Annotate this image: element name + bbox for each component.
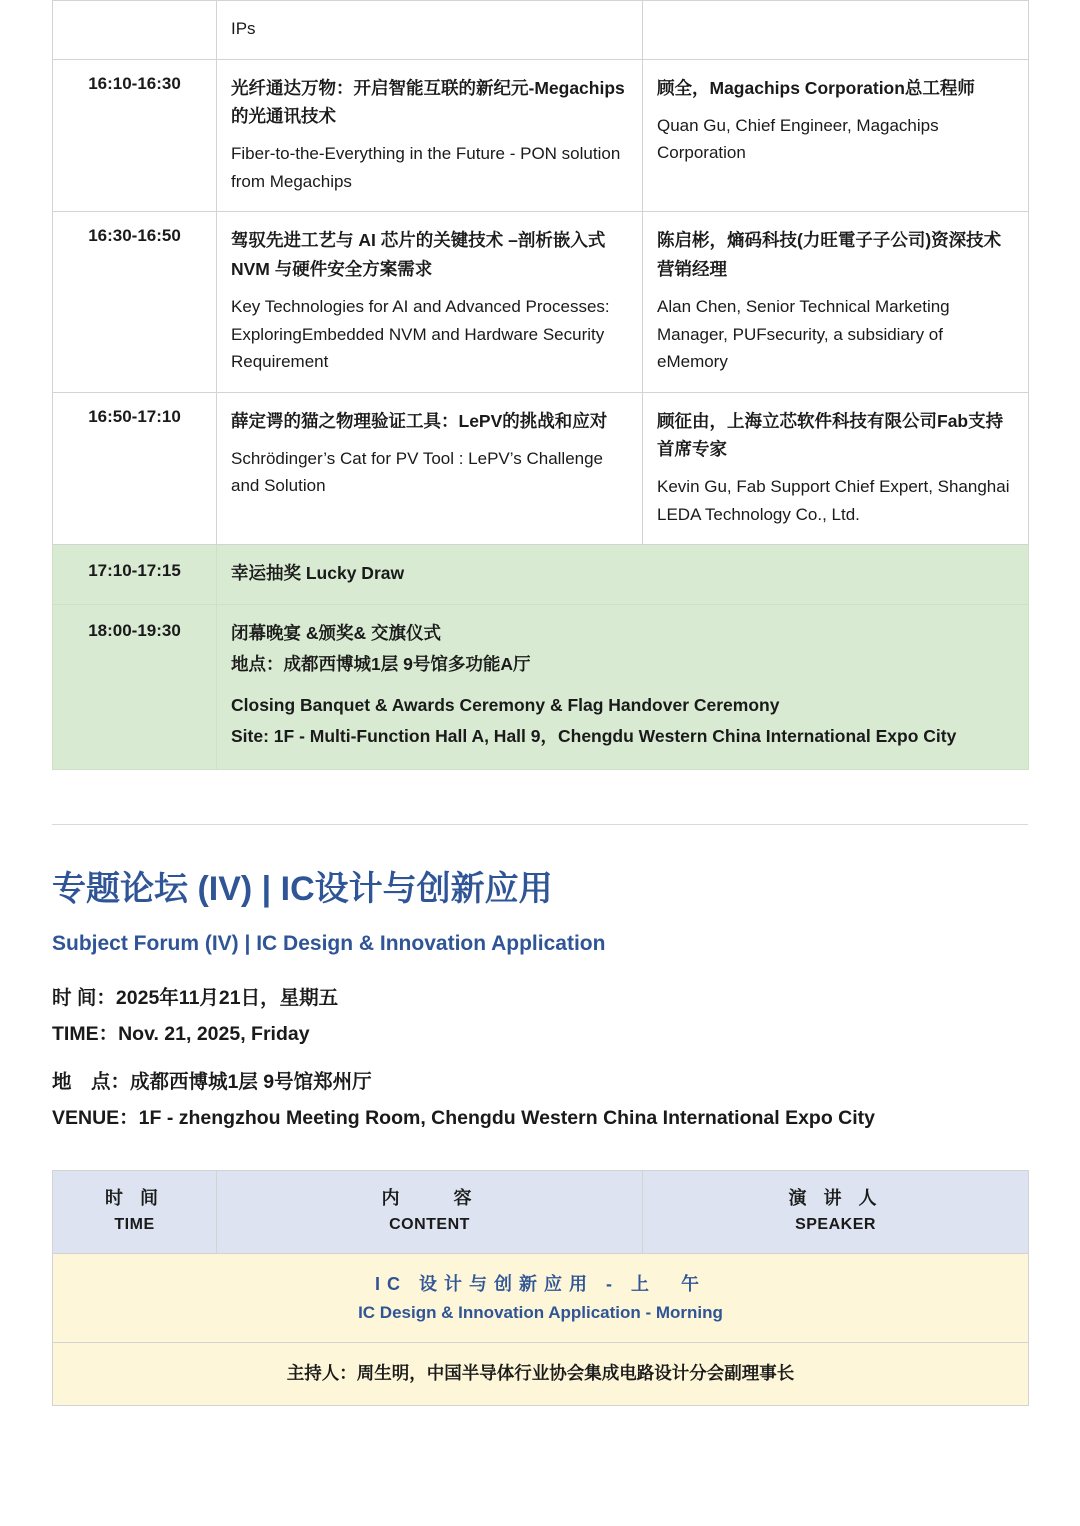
time-cell: 16:30-16:50 (53, 212, 217, 392)
time-cell: 16:50-17:10 (53, 392, 217, 545)
host-name-cn: 主持人：周生明，中国半导体行业协会集成电路设计分会副理事长 (286, 1362, 795, 1383)
header-time-en: TIME (114, 1215, 155, 1233)
lucky-draw-label: 幸运抽奖 Lucky Draw (231, 563, 405, 584)
table-row (53, 59, 1029, 212)
banquet-venue-cn: 地点：成都西博城1层 9号馆多功能A厅 (231, 654, 531, 675)
speaker-name-en: Quan Gu, Chief Engineer, Magachips Corporation (657, 115, 939, 163)
forum-venue-group (52, 1064, 1028, 1136)
section-title-en: IC Design & Innovation Application - Morning (358, 1302, 723, 1322)
time-cell: 18:00-19:30 (53, 605, 217, 770)
page-subtitle: Subject Forum (IV) | IC Design & Innovation Application (52, 932, 606, 956)
table-section-row (53, 1253, 1029, 1342)
speaker-cell (643, 1, 1029, 60)
speaker-cell (643, 212, 1029, 392)
agenda-table-continued (52, 0, 1029, 770)
content-cell (217, 1, 643, 60)
forum-time-cn: 时 间：2025年11月21日，星期五 (52, 986, 339, 1009)
table-row (53, 212, 1029, 392)
agenda-table-forum-iv (52, 1170, 1029, 1406)
host-cell (53, 1342, 1029, 1405)
forum-time-group (52, 980, 1028, 1052)
content-cell (217, 392, 643, 545)
speaker-name-cn: 顾全，Magachips Corporation总工程师 (657, 77, 975, 98)
banquet-title-cn: 闭幕晚宴 &颁奖& 交旗仪式 (231, 623, 441, 644)
header-cell-time (53, 1170, 217, 1253)
session-title-cn: 光纤通达万物：开启智能互联的新纪元-Megachips 的光通讯技术 (231, 77, 625, 126)
table-row-banquet (53, 605, 1029, 770)
content-cell (217, 545, 1029, 605)
forum-venue-en: VENUE：1F - zhengzhou Meeting Room, Chengdu Western China International Expo City (52, 1106, 876, 1129)
page-title: 专题论坛 (IV) | IC设计与创新应用 (52, 869, 553, 908)
speaker-name-cn: 陈启彬，熵码科技(力旺電子子公司)资深技术营销经理 (657, 230, 1002, 279)
forum-heading-block (52, 825, 1028, 1136)
session-title-cn: 薛定谔的猫之物理验证工具：LePV的挑战和应对 (231, 410, 608, 431)
speaker-name-cn: 顾征由，上海立芯软件科技有限公司Fab支持首席专家 (657, 410, 1004, 459)
table-host-row (53, 1342, 1029, 1405)
header-content-en: CONTENT (389, 1215, 470, 1233)
session-title-en: Schrödinger’s Cat for PV Tool : LePV’s Challenge and Solution (231, 448, 604, 496)
section-title-cn: IC 设计与创新应用 - 上 午 (375, 1273, 706, 1294)
banquet-venue-en: Site: 1F - Multi-Function Hall A, Hall 9，Chengdu Western China International Expo City (231, 725, 957, 746)
header-speaker-en: SPEAKER (795, 1215, 876, 1233)
speaker-cell (643, 59, 1029, 212)
header-time-cn: 时 间 (104, 1187, 164, 1208)
content-cell (217, 605, 1029, 770)
header-speaker-cn: 演 讲 人 (788, 1187, 883, 1208)
session-title-en: Key Technologies for AI and Advanced Processes: ExploringEmbedded NVM and Hardware Security Requirement (231, 296, 610, 372)
speaker-name-en: Kevin Gu, Fab Support Chief Expert, Shanghai LEDA Technology Co., Ltd. (657, 477, 1010, 524)
forum-venue-cn: 地 点：成都西博城1层 9号馆郑州厅 (52, 1070, 372, 1093)
header-cell-speaker (643, 1170, 1029, 1253)
time-cell (53, 1, 217, 60)
table-row (53, 392, 1029, 545)
forum-time-en: TIME：Nov. 21, 2025, Friday (52, 1022, 310, 1045)
content-cell (217, 59, 643, 212)
time-cell: 16:10-16:30 (53, 59, 217, 212)
speaker-cell (643, 392, 1029, 545)
table-header-row (53, 1170, 1029, 1253)
content-continuation-text: IPs (231, 19, 256, 38)
header-content-cn: 内 容 (381, 1187, 478, 1208)
section-cell (53, 1253, 1029, 1342)
banquet-title-en: Closing Banquet & Awards Ceremony & Flag Handover Ceremony (231, 694, 780, 715)
session-title-cn: 驾驭先进工艺与 AI 芯片的关键技术 –剖析嵌入式 NVM 与硬件安全方案需求 (231, 230, 606, 279)
session-title-en: Fiber-to-the-Everything in the Future - PON solution from Megachips (231, 144, 621, 191)
content-cell (217, 212, 643, 392)
header-cell-content (217, 1170, 643, 1253)
table-row (53, 1, 1029, 60)
speaker-name-en: Alan Chen, Senior Technical Marketing Manager, PUFsecurity, a subsidiary of eMemory (657, 296, 950, 372)
time-cell: 17:10-17:15 (53, 545, 217, 605)
table-row-lucky-draw (53, 545, 1029, 605)
